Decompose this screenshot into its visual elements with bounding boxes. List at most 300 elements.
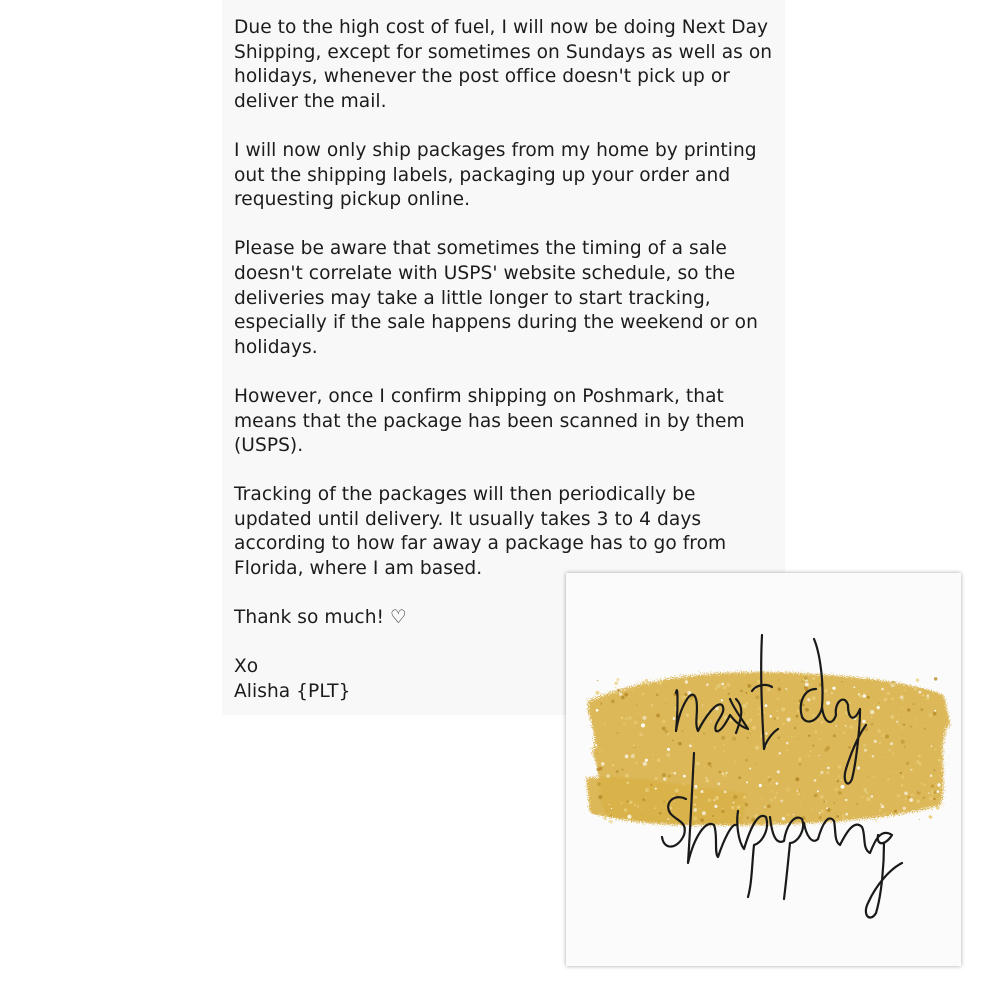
glitter-dot (689, 745, 692, 748)
glitter-dot (916, 800, 919, 803)
glitter-dot (706, 683, 709, 686)
glitter-dot (607, 810, 608, 811)
glitter-dot (929, 796, 933, 800)
glitter-dot (920, 708, 923, 711)
glitter-dot (892, 682, 896, 686)
glitter-dot (685, 742, 686, 743)
glitter-dot (682, 730, 684, 732)
glitter-dot (607, 755, 608, 756)
glitter-dot (719, 771, 722, 774)
glitter-dot (926, 695, 929, 698)
glitter-dot (928, 792, 929, 793)
glitter-dot (919, 819, 920, 820)
glitter-dot (773, 717, 776, 720)
glitter-dot (786, 689, 788, 691)
glitter-dot (723, 750, 725, 752)
glitter-dot (609, 804, 610, 805)
glitter-dot (901, 717, 902, 718)
glitter-dot (879, 704, 880, 705)
glitter-dot (675, 789, 679, 793)
glitter-dot (685, 680, 688, 683)
glitter-dot (761, 798, 763, 800)
glitter-dot (786, 742, 789, 745)
glitter-dot (807, 735, 808, 736)
glitter-dot (615, 687, 616, 688)
glitter-dot (657, 689, 659, 691)
glitter-dot (915, 719, 917, 721)
glitter-dot (887, 692, 890, 695)
glitter-dot (629, 696, 630, 697)
glitter-dot (937, 783, 940, 786)
glitter-dot (901, 775, 904, 778)
glitter-dot (636, 705, 637, 706)
glitter-dot (867, 696, 870, 699)
glitter-dot (609, 820, 613, 824)
glitter-dot (904, 746, 906, 748)
glitter-dot (595, 691, 599, 695)
glitter-dot (693, 816, 697, 820)
glitter-dot (705, 779, 709, 783)
glitter-dot (752, 726, 756, 730)
glitter-dot (726, 772, 728, 774)
glitter-dot (904, 792, 908, 796)
glitter-dot (642, 681, 645, 684)
glitter-dot (821, 810, 824, 813)
glitter-dot (631, 754, 635, 758)
glitter-dot (812, 677, 815, 680)
glitter-dot (898, 724, 899, 725)
glitter-dot (731, 770, 732, 771)
glitter-dot (701, 790, 704, 793)
glitter-dot (777, 770, 780, 773)
glitter-dot (904, 798, 906, 800)
glitter-dot (776, 782, 779, 785)
glitter-dot (892, 752, 895, 755)
glitter-dot (787, 813, 790, 816)
glitter-dot (871, 795, 873, 797)
glitter-dot (924, 727, 926, 729)
glitter-dot (746, 702, 748, 704)
glitter-dot (807, 698, 810, 701)
glitter-dot (924, 784, 926, 786)
glitter-dot (786, 749, 788, 751)
glitter-dot (786, 788, 790, 792)
glitter-dot (624, 808, 627, 811)
glitter-dot (700, 818, 704, 822)
glitter-dot (721, 699, 723, 701)
glitter-dot (668, 775, 670, 777)
glitter-dot (926, 697, 929, 700)
glitter-dot (634, 804, 636, 806)
glitter-dot (867, 776, 868, 777)
glitter-dot (937, 691, 938, 692)
glitter-dot (885, 754, 886, 755)
glitter-dot (863, 744, 866, 747)
glitter-dot (903, 724, 905, 726)
glitter-dot (759, 784, 762, 787)
glitter-dot (732, 737, 736, 741)
glitter-dot (747, 684, 751, 688)
glitter-dot (641, 723, 645, 727)
glitter-dot (814, 794, 818, 798)
glitter-dot (614, 682, 618, 686)
glitter-dot (934, 688, 937, 691)
glitter-dot (831, 693, 832, 694)
glitter-dot (877, 706, 880, 709)
glitter-dot (626, 781, 629, 784)
glitter-dot (933, 769, 935, 771)
glitter-dot (916, 678, 920, 682)
glitter-dot (845, 813, 848, 816)
glitter-dot (710, 721, 711, 722)
glitter-dot (776, 717, 779, 720)
glitter-dot (623, 723, 625, 725)
glitter-dot (921, 783, 923, 785)
glitter-dot (755, 763, 756, 764)
glitter-dot (625, 717, 628, 720)
glitter-dot (598, 795, 602, 799)
glitter-dot (665, 703, 666, 704)
glitter-dot (757, 707, 760, 710)
glitter-dot (723, 773, 727, 777)
glitter-dot (620, 801, 623, 804)
glitter-dot (901, 784, 904, 787)
glitter-dot (778, 737, 780, 739)
glitter-dot (858, 693, 860, 695)
glitter-dot (849, 797, 850, 798)
glitter-dot (740, 805, 741, 806)
next-day-shipping-card (566, 573, 961, 966)
glitter-dot (882, 733, 886, 737)
glitter-dot (684, 693, 687, 696)
glitter-dot (617, 689, 620, 692)
glitter-dot (826, 701, 830, 705)
glitter-dot (811, 683, 813, 685)
glitter-dot (845, 725, 846, 726)
glitter-dot (625, 774, 629, 778)
glitter-dot (887, 779, 888, 780)
glitter-dot (919, 691, 922, 694)
glitter-dot (703, 732, 705, 734)
glitter-dot (871, 716, 873, 718)
glitter-dot (733, 802, 735, 804)
glitter-dot (933, 798, 936, 801)
glitter-dot (827, 767, 830, 770)
glitter-dot (599, 767, 602, 770)
glitter-dot (859, 695, 862, 698)
glitter-dot (596, 753, 597, 754)
glitter-dot (835, 725, 836, 726)
glitter-dot (608, 821, 609, 822)
glitter-dot (910, 726, 912, 728)
glitter-dot (782, 817, 785, 820)
glitter-dot (628, 716, 632, 720)
closing-line: Xo (234, 656, 259, 678)
glitter-dot (662, 727, 666, 731)
glitter-dot (616, 732, 618, 734)
glitter-dot (894, 810, 897, 813)
glitter-dot (901, 740, 905, 744)
glitter-dot (619, 693, 622, 696)
glitter-dot (836, 815, 839, 818)
glitter-dot (922, 694, 925, 697)
glitter-dot (702, 811, 706, 815)
glitter-dot (774, 822, 775, 823)
glitter-dot (645, 788, 649, 792)
glitter-dot (743, 704, 747, 708)
glitter-dot (836, 780, 839, 783)
glitter-dot (820, 721, 823, 724)
glitter-dot (722, 686, 726, 690)
glitter-dot (655, 777, 658, 780)
glitter-dot (645, 679, 648, 682)
glitter-dot (717, 782, 720, 785)
glitter-dot (795, 777, 799, 781)
glitter-dot (724, 791, 727, 794)
glitter-dot (934, 710, 936, 712)
glitter-dot (749, 733, 751, 735)
glitter-dot (743, 796, 746, 799)
glitter-dot (819, 812, 821, 814)
glitter-dot (904, 690, 905, 691)
glitter-dot (683, 775, 686, 778)
glitter-dot (863, 692, 866, 695)
glitter-dot (714, 688, 717, 691)
glitter-dot (827, 695, 829, 697)
glitter-dot (926, 810, 927, 811)
glitter-dot (678, 742, 682, 746)
glitter-dot (812, 744, 814, 746)
glitter-dot (667, 733, 670, 736)
glitter-dot (797, 793, 800, 796)
glitter-dot (880, 804, 882, 806)
glitter-dot (674, 772, 676, 774)
glitter-dot (902, 727, 903, 728)
glitter-dot (841, 785, 845, 789)
gold-glitter-artwork (566, 573, 961, 966)
glitter-dot (808, 734, 811, 737)
glitter-dot (731, 806, 734, 809)
glitter-dot (810, 751, 812, 753)
glitter-dot (738, 776, 741, 779)
glitter-dot (595, 744, 597, 746)
glitter-dot (793, 814, 794, 815)
glitter-dot (808, 733, 809, 734)
glitter-dot (765, 732, 767, 734)
glitter-dot (666, 753, 670, 757)
glitter-dot (820, 738, 822, 740)
glitter-dot (641, 809, 643, 811)
glitter-dot (838, 765, 842, 769)
glitter-dot (819, 774, 820, 775)
glitter-dot (881, 817, 882, 818)
glitter-dot (934, 749, 936, 751)
paragraph-1: Due to the high cost of fuel, I will now be doing Next Day Shipping, except for sometimes on Sundays as well as on holidays, whenever the post office doesn't pick up or deliver the mail. (234, 17, 773, 112)
glitter-dot (805, 708, 809, 712)
glitter-dot (694, 803, 696, 805)
glitter-dot (758, 713, 760, 715)
glitter-dot (781, 707, 785, 711)
glitter-dot (873, 705, 874, 706)
glitter-dot (757, 680, 761, 684)
glitter-dot (873, 776, 875, 778)
glitter-dot (611, 808, 612, 809)
glitter-dot (780, 800, 783, 803)
glitter-dot (797, 790, 799, 792)
glitter-dot (715, 796, 719, 800)
glitter-dot (910, 728, 911, 729)
glitter-dot (643, 762, 647, 766)
glitter-dot (782, 723, 785, 726)
glitter-dot (733, 795, 737, 799)
glitter-dot (698, 807, 700, 809)
glitter-dot (866, 792, 869, 795)
glitter-dot (799, 802, 801, 804)
glitter-dot (658, 681, 662, 685)
glitter-dot (721, 736, 725, 740)
glitter-dot (939, 788, 941, 790)
glitter-dot (833, 734, 836, 737)
glitter-dot (929, 713, 933, 717)
glitter-dot (770, 783, 772, 785)
glitter-dot (672, 739, 674, 741)
glitter-dot (936, 806, 940, 810)
glitter-dot (629, 801, 633, 805)
glitter-dot (928, 805, 930, 807)
glitter-dot (878, 702, 880, 704)
glitter-dot (911, 717, 912, 718)
glitter-dot (801, 770, 802, 771)
glitter-dot (690, 698, 692, 700)
paragraph-2: I will now only ship packages from my home by printing out the shipping labels, packaging up your order and requesting pickup online. (234, 139, 757, 211)
glitter-dot (707, 762, 711, 766)
glitter-dot (734, 760, 736, 762)
glitter-dot (611, 700, 615, 704)
glitter-dot (868, 755, 869, 756)
glitter-dot (714, 746, 717, 749)
glitter-dot (846, 727, 847, 728)
glitter-dot (798, 738, 799, 739)
glitter-dot (747, 737, 749, 739)
glitter-dot (656, 714, 660, 718)
glitter-dot (913, 703, 915, 705)
glitter-dot (654, 807, 656, 809)
glitter-dot (874, 740, 877, 743)
glitter-dot (900, 695, 904, 699)
glitter-dot (826, 771, 829, 774)
glitter-dot (776, 710, 778, 712)
glitter-dot (635, 762, 638, 765)
glitter-dot (722, 808, 725, 811)
glitter-dot (612, 764, 614, 766)
glitter-dot (824, 689, 828, 693)
glitter-dot (862, 720, 866, 724)
glitter-dot (823, 801, 825, 803)
glitter-dot (820, 771, 823, 774)
glitter-dot (767, 776, 770, 779)
glitter-dot (667, 748, 670, 751)
glitter-dot (797, 710, 800, 713)
glitter-dot (826, 746, 830, 750)
glitter-dot (923, 796, 926, 799)
glitter-dot (723, 743, 726, 746)
glitter-dot (817, 790, 819, 792)
glitter-dot (900, 772, 902, 774)
glitter-dot (892, 772, 894, 774)
glitter-dot (624, 693, 628, 697)
glitter-dot (637, 805, 639, 807)
glitter-dot (693, 808, 697, 812)
glitter-dot (814, 730, 817, 733)
glitter-dot (634, 721, 637, 724)
glitter-dot (908, 796, 911, 799)
glitter-dot (849, 702, 851, 704)
glitter-dot (685, 691, 687, 693)
glitter-dot (662, 773, 666, 777)
glitter-dot (791, 736, 793, 738)
glitter-dot (730, 794, 731, 795)
glitter-dot (916, 760, 919, 763)
glitter-dot (929, 815, 932, 818)
glitter-dot (833, 802, 835, 804)
signature-line: Alisha {PLT} (234, 681, 351, 703)
glitter-dot (826, 807, 828, 809)
glitter-dot (708, 798, 711, 801)
glitter-dot (606, 774, 610, 778)
glitter-dot (843, 732, 846, 735)
glitter-dot (778, 687, 782, 691)
glitter-dot (930, 775, 933, 778)
glitter-dot (933, 690, 934, 691)
glitter-dot (662, 720, 665, 723)
gold-brush-stroke (586, 672, 950, 825)
glitter-dot (778, 731, 781, 734)
glitter-dot (938, 759, 941, 762)
paragraph-4: However, once I confirm shipping on Poshmark, that means that the package has been scanned in by them (USPS). (234, 385, 745, 457)
glitter-dot (863, 788, 867, 792)
glitter-dot (776, 792, 779, 795)
glitter-dot (845, 799, 847, 801)
glitter-dot (721, 683, 724, 686)
glitter-dot (804, 676, 808, 680)
glitter-dot (931, 746, 932, 747)
glitter-dot (917, 726, 918, 727)
glitter-dot (767, 804, 771, 808)
glitter-dot (745, 803, 749, 807)
glitter-dot (914, 688, 917, 691)
glitter-dot (866, 819, 867, 820)
glitter-dot (663, 801, 665, 803)
glitter-dot (742, 799, 743, 800)
glitter-dot (642, 693, 644, 695)
glitter-dot (914, 723, 915, 724)
glitter-dot (897, 794, 900, 797)
glitter-dot (834, 787, 838, 791)
paragraph-5: Tracking of the packages will then periodically be updated until delivery. It usually takes 3 to 4 days according to how far away a package has to go from Florida, where I am based. (234, 484, 727, 580)
glitter-dot (750, 718, 751, 719)
glitter-dot (642, 716, 646, 720)
glitter-dot (663, 777, 667, 781)
glitter-dot (885, 734, 889, 738)
glitter-dot (764, 712, 766, 714)
glitter-dot (799, 757, 801, 759)
glitter-dot (911, 793, 914, 796)
glitter-dot (811, 809, 813, 811)
glitter-dot (650, 784, 652, 786)
glitter-dot (768, 781, 769, 782)
glitter-dot (621, 696, 625, 700)
glitter-dot (754, 814, 758, 818)
